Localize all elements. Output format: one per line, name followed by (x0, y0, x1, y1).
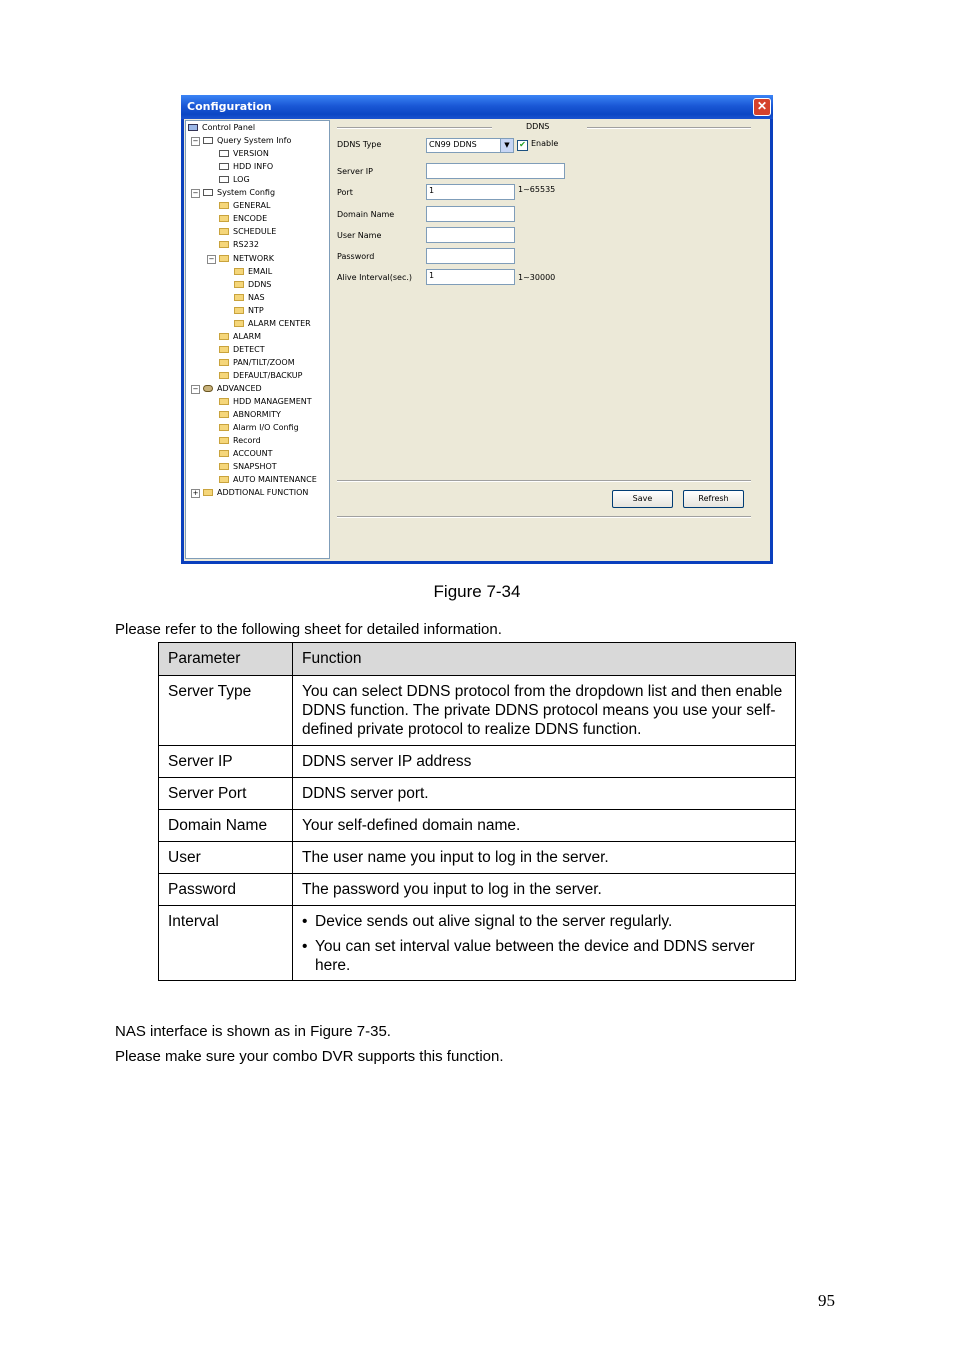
function-cell: You can select DDNS protocol from the dropdown list and then enable DDNS function. The private DDNS protocol means you use your self-defined private protocol to realize DDNS function. (293, 676, 796, 746)
ddns-type-value: CN99 DDNS (429, 140, 477, 149)
window-title: Configuration (187, 100, 272, 113)
port-label: Port (337, 188, 353, 197)
tree-item[interactable] (219, 357, 295, 369)
param-cell: Interval (159, 906, 293, 981)
tree-expander-icon[interactable]: − (208, 254, 215, 263)
tree-item[interactable] (234, 292, 265, 304)
doc-icon (219, 163, 229, 170)
tree-item[interactable] (219, 474, 317, 486)
table-row (159, 676, 796, 746)
folder-icon (234, 281, 244, 288)
tree-item-label: HDD MANAGEMENT (233, 397, 312, 407)
tree-item[interactable] (188, 122, 255, 134)
tree-item-label: SCHEDULE (233, 227, 277, 237)
param-cell: Domain Name (159, 810, 293, 842)
alive-interval-hint: 1~30000 (518, 273, 556, 282)
tree-item-label: ALARM (233, 331, 262, 341)
password-label: Password (337, 252, 375, 261)
port-range-hint: 1~65535 (518, 185, 556, 194)
folder-icon (203, 489, 213, 496)
tree-item[interactable] (219, 409, 281, 421)
folder-icon (219, 437, 229, 444)
function-cell: Your self-defined domain name. (293, 810, 796, 842)
tree-item[interactable] (234, 305, 264, 317)
interval-bullets (302, 912, 787, 975)
tree-expander-icon[interactable]: − (192, 385, 199, 393)
function-cell (293, 906, 796, 981)
chevron-down-icon[interactable]: ▼ (500, 139, 513, 152)
tree-item-label: Control Panel (202, 123, 256, 132)
folder-icon (219, 241, 229, 248)
tree-item[interactable] (219, 239, 259, 251)
table-row (159, 746, 796, 778)
param-cell: Server Type (159, 676, 293, 746)
enable-label: Enable (531, 139, 559, 148)
folder-icon (234, 268, 244, 275)
tree-item-label: ENCODE (233, 214, 268, 224)
tree-item-label: System Config (217, 188, 276, 198)
ddns-type-label: DDNS Type (337, 140, 382, 149)
nas-text: NAS interface is shown as in Figure 7-35. (115, 1023, 391, 1040)
tree-item-label: Alarm I/O Config (233, 423, 299, 433)
tree-item[interactable] (234, 266, 272, 278)
tree-item[interactable] (219, 161, 273, 173)
config-tree (185, 120, 330, 559)
alive-interval-label: Alive Interval(sec.) (337, 273, 413, 282)
folder-icon (219, 411, 229, 418)
function-cell: DDNS server IP address (293, 746, 796, 778)
refresh-button[interactable]: Refresh (683, 490, 744, 508)
folder-icon (219, 450, 229, 457)
param-cell: Server Port (159, 778, 293, 810)
alive-interval-input[interactable]: 1 (426, 269, 515, 285)
tree-item-label: ALARM CENTER (248, 318, 311, 328)
group-divider (587, 127, 751, 129)
folder-icon (219, 228, 229, 235)
tree-item[interactable] (219, 331, 261, 343)
doc-icon (203, 137, 213, 144)
root-icon (188, 124, 198, 131)
tree-item-label: NAS (248, 292, 265, 302)
tree-item-label: Query System Info (217, 136, 292, 146)
window-body (184, 119, 770, 561)
folder-icon (219, 346, 229, 353)
tree-item-label: ACCOUNT (233, 449, 273, 459)
configuration-window (181, 95, 773, 564)
folder-icon (219, 255, 229, 262)
tree-item-label: HDD INFO (233, 162, 274, 172)
header-function: Function (293, 643, 796, 676)
table-header-row (159, 643, 796, 676)
tree-item[interactable] (219, 213, 267, 225)
tree-item[interactable] (219, 370, 302, 382)
folder-icon (219, 372, 229, 379)
tree-item-label: Record (233, 436, 261, 446)
user-name-label: User Name (337, 231, 382, 240)
doc-icon (219, 176, 229, 183)
table-row (159, 874, 796, 906)
param-cell: Server IP (159, 746, 293, 778)
folder-icon (219, 359, 229, 366)
tree-item[interactable] (234, 279, 271, 291)
tree-item[interactable] (219, 448, 273, 460)
tree-expander-icon[interactable]: − (192, 137, 199, 146)
ddns-group-title: DDNS (526, 122, 550, 131)
enable-checkbox[interactable]: ✔ (517, 140, 528, 151)
tree-expander-icon[interactable]: − (192, 189, 199, 198)
tree-item[interactable] (219, 200, 270, 212)
page-number: 95 (818, 1291, 835, 1310)
intro-text: Please refer to the following sheet for detailed information. (115, 621, 502, 638)
doc-icon (203, 189, 213, 196)
gear-icon (203, 385, 213, 392)
tree-item[interactable] (219, 148, 269, 160)
folder-icon (219, 476, 229, 483)
tree-item[interactable] (203, 135, 291, 147)
tree-expander-icon[interactable]: + (192, 489, 199, 498)
tree-item[interactable] (219, 396, 312, 408)
close-icon[interactable]: ✕ (753, 98, 771, 116)
folder-icon (219, 202, 229, 209)
folder-icon (219, 463, 229, 470)
tree-item[interactable] (219, 435, 261, 447)
tree-item-label: DETECT (233, 344, 265, 354)
tree-item-label: DDNS (248, 279, 272, 289)
tree-item-label: EMAIL (248, 266, 273, 276)
param-cell: User (159, 842, 293, 874)
group-divider (337, 127, 492, 129)
tree-item-label: NTP (248, 305, 264, 315)
function-cell: DDNS server port. (293, 778, 796, 810)
title-bar[interactable] (181, 95, 773, 119)
combo-dvr-text: Please make sure your combo DVR supports this function. (115, 1048, 504, 1065)
bottom-divider (337, 516, 751, 518)
user-name-input[interactable] (426, 227, 515, 243)
domain-name-input[interactable] (426, 206, 515, 222)
ddns-type-select[interactable] (426, 138, 514, 153)
folder-icon (219, 333, 229, 340)
list-item: • You can set interval value between the device and DDNS server here. (302, 937, 787, 975)
folder-icon (219, 215, 229, 222)
server-ip-input[interactable] (426, 163, 565, 179)
tree-item-label: DEFAULT/BACKUP (233, 370, 303, 380)
tree-item[interactable] (219, 461, 277, 473)
header-parameter: Parameter (159, 643, 293, 676)
ddns-panel (334, 119, 770, 561)
tree-item-label: GENERAL (233, 201, 271, 211)
folder-icon (234, 320, 244, 327)
tree-item-label: VERSION (233, 149, 269, 159)
folder-icon (219, 398, 229, 405)
folder-icon (234, 307, 244, 314)
table-row (159, 778, 796, 810)
folder-icon (234, 294, 244, 301)
tree-item[interactable] (219, 344, 265, 356)
tree-item-label: AUTO MAINTENANCE (233, 475, 317, 485)
function-cell: The user name you input to log in the server. (293, 842, 796, 874)
tree-item[interactable] (219, 226, 276, 238)
tree-item-label: RS232 (233, 240, 259, 250)
tree-item[interactable] (203, 187, 275, 199)
domain-name-label: Domain Name (337, 210, 395, 219)
table-row (159, 906, 796, 981)
port-input[interactable]: 1 (426, 184, 515, 200)
figure-caption: Figure 7-34 (433, 582, 521, 601)
tree-item-label: LOG (233, 175, 250, 185)
password-input[interactable] (426, 248, 515, 264)
param-cell: Password (159, 874, 293, 906)
tree-item-label: ADVANCED (217, 384, 262, 393)
tree-item-label: SNAPSHOT (233, 462, 277, 472)
parameter-table (158, 642, 796, 981)
folder-icon (219, 424, 229, 431)
doc-icon (219, 150, 229, 157)
buttons-divider (337, 480, 751, 482)
tree-item[interactable] (219, 422, 299, 434)
tree-item[interactable] (219, 253, 274, 265)
function-cell: The password you input to log in the server. (293, 874, 796, 906)
server-ip-label: Server IP (337, 167, 373, 176)
tree-item-label: PAN/TILT/ZOOM (233, 357, 295, 367)
tree-item[interactable] (203, 487, 308, 499)
tree-item[interactable] (234, 318, 311, 330)
tree-item-label: NETWORK (233, 253, 274, 263)
save-button[interactable]: Save (612, 490, 673, 508)
tree-item[interactable] (203, 383, 262, 395)
tree-item[interactable] (219, 174, 250, 186)
list-item: • Device sends out alive signal to the server regularly. (302, 912, 787, 931)
table-row (159, 810, 796, 842)
table-row (159, 842, 796, 874)
tree-item-label: ADDTIONAL FUNCTION (217, 488, 309, 498)
tree-item-label: ABNORMITY (233, 410, 281, 420)
